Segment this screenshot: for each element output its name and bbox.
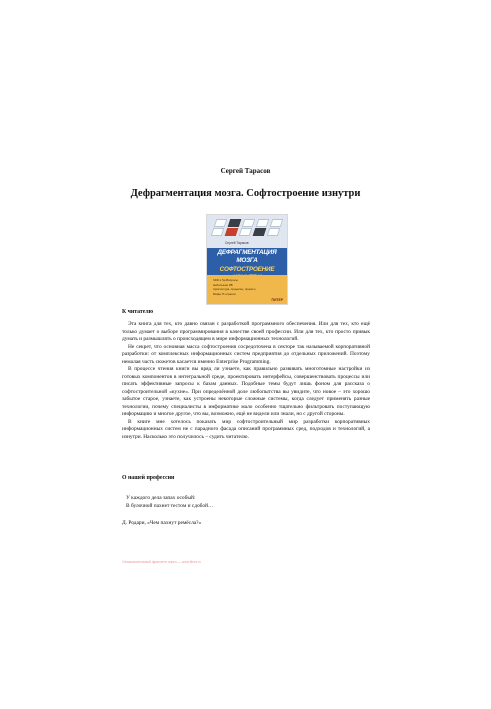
cover-tile [256,219,270,227]
epigraph [126,495,213,510]
cover-tile [239,228,253,236]
cover-tile [267,228,281,236]
epigraph-line: В булочной пахнет тестом и сдобой… [126,502,214,509]
section-heading-reader: К читателю [122,309,154,315]
cover-author: Сергей Тарасов [225,241,249,245]
cover-list-item: Архитектура, процессы, проекты [213,287,256,292]
cover-list-item: SDD и Sp-Вопросы [213,278,238,282]
cover-tile [242,219,256,227]
cover-tile [211,228,225,236]
book-author: Сергей Тарасов [220,167,271,175]
section-heading-profession: О нашей профессии [122,475,175,481]
cover-tile [225,228,239,236]
paragraph: В книге мне хотелось показать мир софтостроительный мир разработки корпоративных информационных систем не с парадного фасада описаний программных сред, подходов и технологий, а изнутри. Насколько это получилось – судить читателю. [122,418,370,440]
epigraph-line: У каждого дела запах особый: [126,495,196,501]
publisher-logo: ПИТЕР [271,298,283,302]
cover-tile [253,228,267,236]
book-cover [206,214,288,305]
cover-title-line2: МОЗГА [236,257,258,264]
cover-list-item: Мифы IT-отрасли [213,291,236,296]
cover-title-line1: ДЕФРАГМЕНТАЦИЯ [217,249,277,256]
section-body-reader [122,321,370,441]
book-title: Дефрагментация мозга. Софтостроение изнутри [130,188,361,199]
cover-list-item: Небольшие ИБ [213,282,233,287]
cover-feature-list [213,278,256,296]
watermark-link[interactable]: Ознакомительный фрагмент книги — www.litres.ru [122,560,202,564]
cover-tile [270,219,284,227]
paragraph: В процессе чтения книги вы вряд ли узнаете, как правильно развивать многотомные настройки из готовых компонентов в интегральной среде, проектировать интерфейсы, совершенствовать процессы или писать эффективные запросы к базам данных. Подобные темы будут лишь фоном для рассказа о софтостроительной «кухне». При определённой доле любопытства вы увидите, что новое – это хорошо забытое старое, узнаете, как устроены некоторые сложные системы, когда следует применять разные технологии, почему специалисты в информатике мало особенно тщательно фильтровать поступающую информацию и многое другое, что вы, возможно, ещё не видели или знали, но с другой стороны. [122,366,370,417]
paragraph: Не секрет, что основная масса софтостроения сосредоточена в секторе так называемой корпоративной разработки: от комплексных информационных систем предприятия до отдельных приложений. Поэтому немалая часть сюжетов касается именно Enterprise Programming. [122,343,370,365]
cover-title-line3: СОФТОСТРОЕНИЕ [219,266,275,273]
cover-top [207,215,287,252]
epigraph-author: Д. Родари, «Чем пахнут ремёсла?» [122,520,202,526]
paragraph: Эта книга для тех, кто давно связан с разработкой программного обеспечения. Или для тех, кто ещё только думает о выборе программирования в качестве своей профессии. Или для тех, кто просто привык думать и размышлять о происходящем в мире информационных технологий. [122,321,370,342]
cover-tile [214,219,228,227]
cover-tile [228,219,242,227]
